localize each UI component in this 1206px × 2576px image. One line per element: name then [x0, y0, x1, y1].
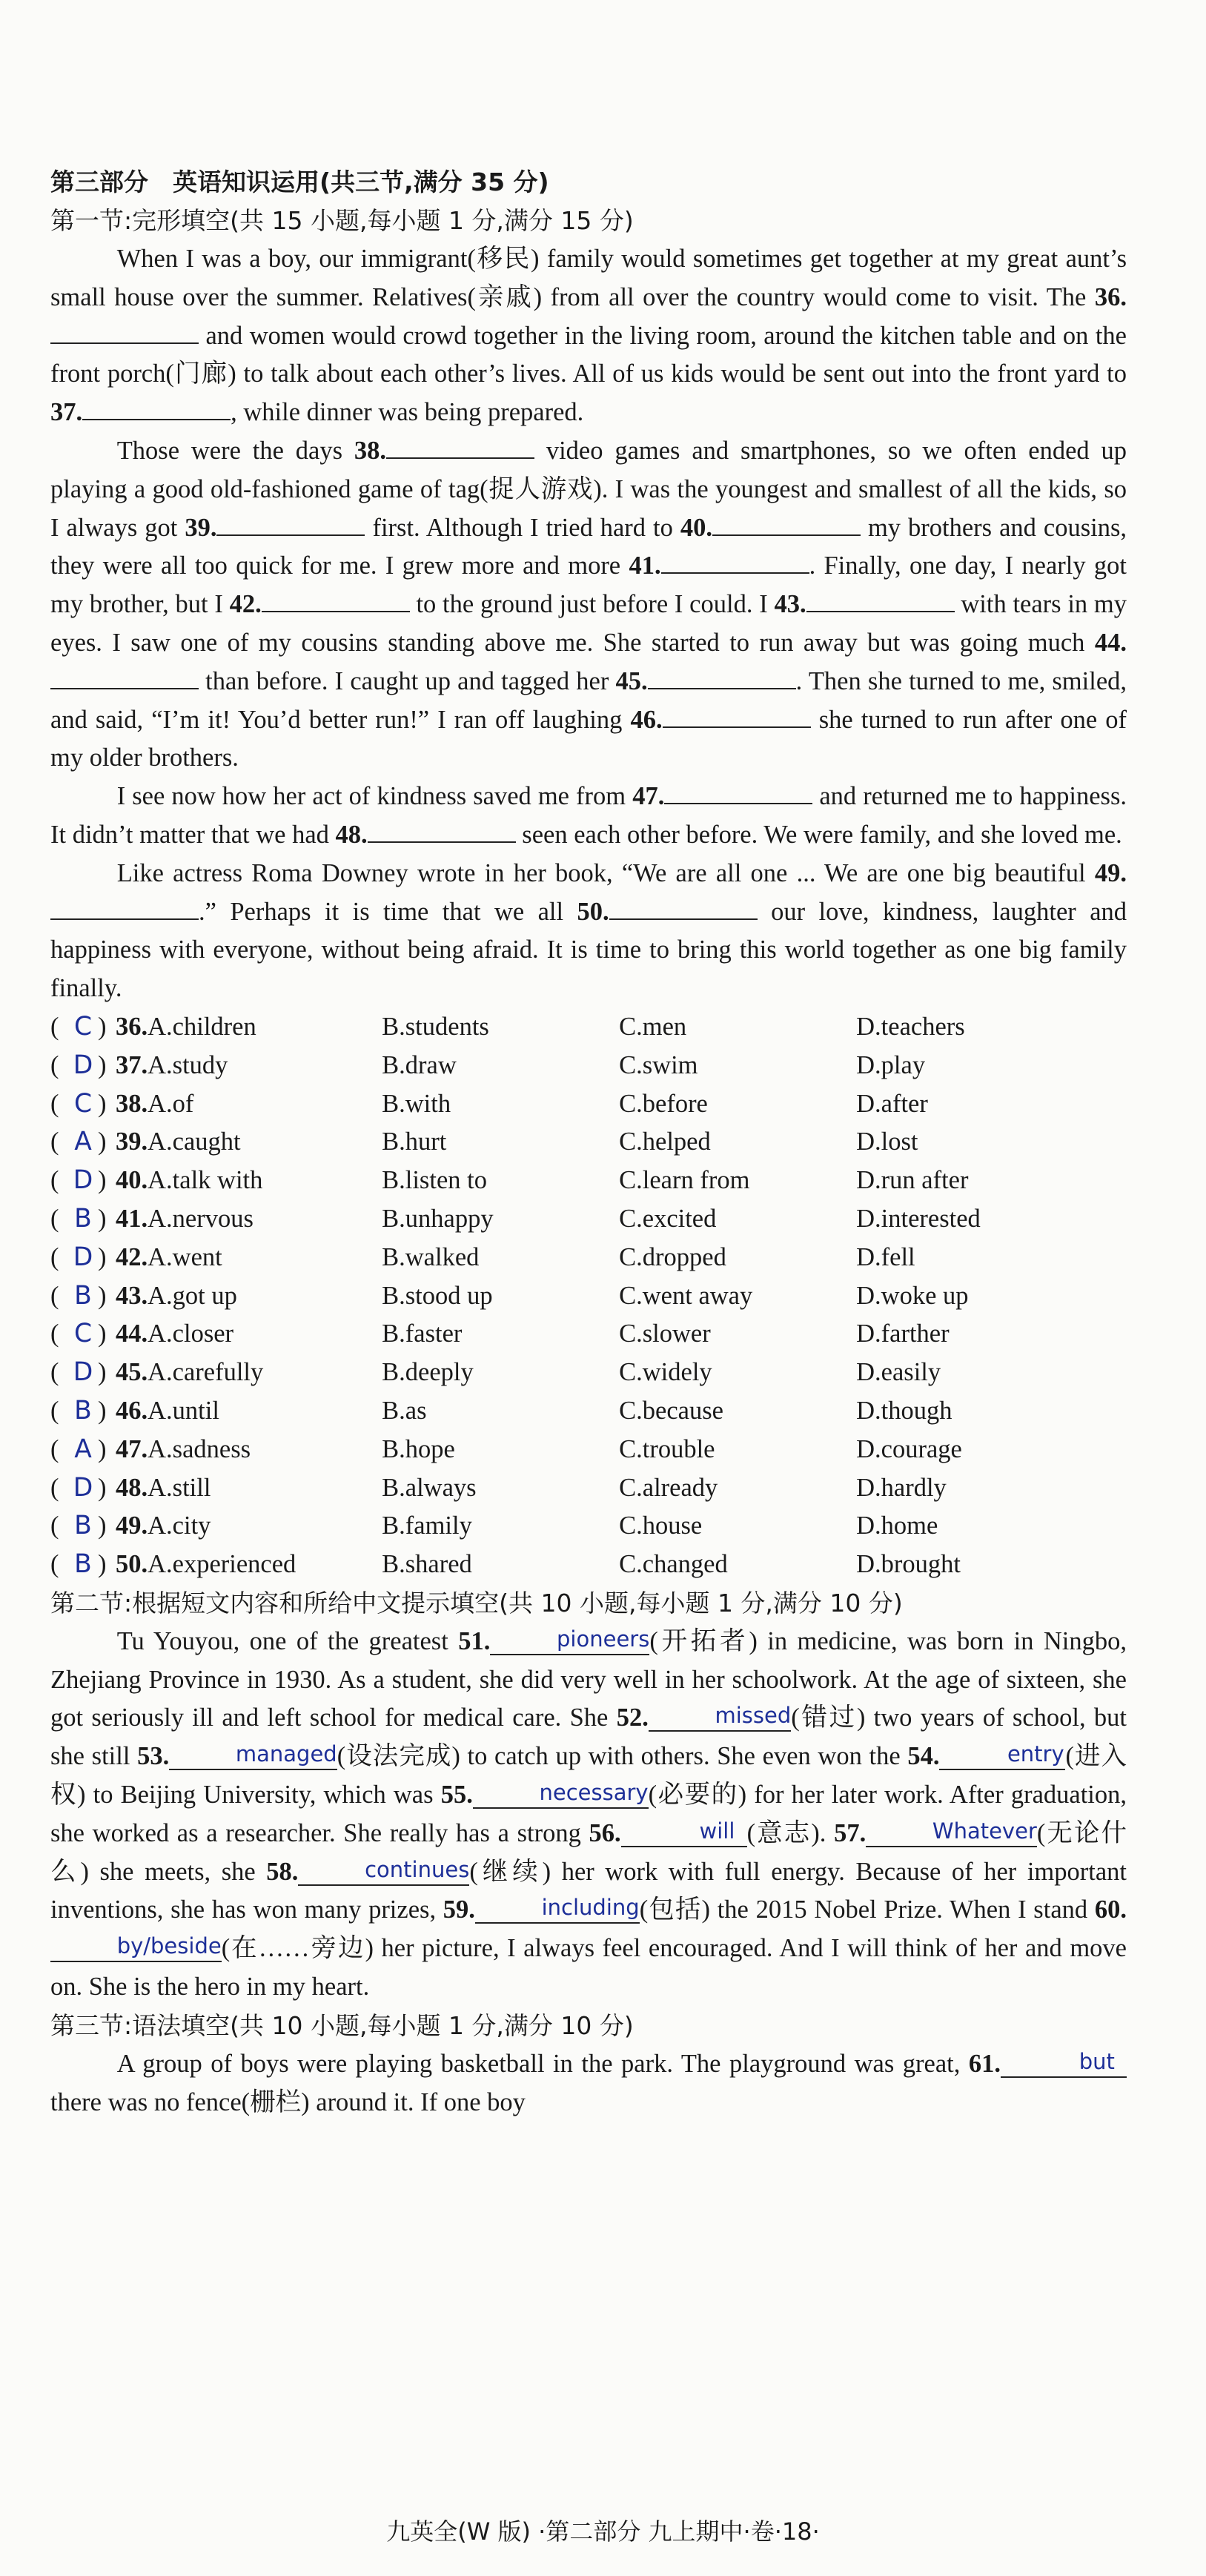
- mc-answer[interactable]: D: [73, 1050, 93, 1080]
- blank-number: 57.: [834, 1818, 867, 1847]
- mc-option: B.always: [382, 1473, 477, 1502]
- mc-number: 45.: [116, 1358, 148, 1387]
- part-title: 第三部分 英语知识运用(共三节,满分 35 分): [50, 168, 549, 196]
- mc-option: B.listen to: [382, 1166, 487, 1195]
- blank-number: 40.: [680, 513, 712, 542]
- paren-close: ): [98, 1512, 107, 1540]
- mc-option: B.stood up: [382, 1281, 493, 1310]
- mc-answer[interactable]: C: [73, 1011, 93, 1042]
- mc-number: 43.: [116, 1281, 148, 1310]
- blank-50[interactable]: [609, 893, 758, 920]
- mc-option: C.excited: [619, 1204, 717, 1233]
- mc-option: C.men: [619, 1012, 687, 1041]
- paragraph: Those were the days 38. video games and smartphones, so we often ended up playing a good old-fashioned game of tag(捉人游戏). I was the youngest and smallest of all the kids, so I always got 39. first. Although I tried hard to 40. my brothers and cousins, they were all too quick for me. I grew more and more 41. . Finally, one day, I nearly got my brother, but I 42. to the ground just before I could. I 43. with tears in my eyes. I saw one of my cousins standing above me. She started to run away but was going much 44. than before. I caught up and tagged her 45. . Then she turned to me, smiled, and said, “I’m it! You’d better run!” I ran off laughing 46. she turned to run after one of my older brothers.: [50, 432, 1127, 778]
- mc-option: D.run after: [856, 1166, 969, 1195]
- mc-number: 48.: [116, 1473, 148, 1502]
- mc-answer[interactable]: D: [73, 1165, 93, 1196]
- passage-text: (开拓者) in medicine, was born in Ningbo, Zhejiang Province in 1930. As a student, she did very well in her schoolwork. At the age of sixteen, she got seriously ill and left school for medical care. She: [50, 1626, 1127, 1732]
- paren-close: ): [98, 1550, 107, 1579]
- mc-question-row: [50, 1431, 1127, 1469]
- filled-answer[interactable]: continues: [298, 1855, 469, 1886]
- paren-open: (: [50, 1550, 59, 1579]
- blank-number: 41.: [629, 552, 661, 580]
- paren-close: ): [98, 1204, 107, 1233]
- mc-option: D.teachers: [856, 1012, 965, 1041]
- filled-answer[interactable]: including: [475, 1893, 640, 1924]
- mc-question-row: [50, 1546, 1127, 1584]
- mc-question-row: [50, 1507, 1127, 1546]
- blank-number: 61.: [968, 2049, 1001, 2078]
- blank-number: 60.: [1094, 1895, 1127, 1924]
- mc-option: A.carefully: [148, 1358, 264, 1387]
- filled-answer[interactable]: Whatever: [866, 1816, 1037, 1847]
- mc-option: B.walked: [382, 1242, 480, 1271]
- blank-49[interactable]: [50, 893, 199, 920]
- paren-close: ): [98, 1242, 107, 1271]
- passage-text: (进入权) to Beijing University, which was: [50, 1742, 1127, 1810]
- filled-answer[interactable]: by/beside: [50, 1931, 222, 1962]
- blank-39[interactable]: [216, 509, 365, 536]
- paren-close: ): [98, 1473, 107, 1502]
- mc-option: C.changed: [619, 1550, 728, 1579]
- filled-answer[interactable]: entry: [939, 1739, 1065, 1770]
- paren-close: ): [98, 1281, 107, 1310]
- paren-open: (: [50, 1473, 59, 1502]
- filled-answer[interactable]: pioneers: [490, 1624, 649, 1655]
- paren-open: (: [50, 1358, 59, 1387]
- mc-option: B.as: [382, 1396, 427, 1425]
- mc-question-row: [50, 1469, 1127, 1508]
- mc-option: B.draw: [382, 1050, 457, 1079]
- filled-answer[interactable]: necessary: [473, 1778, 649, 1809]
- mc-question-row: [50, 1047, 1127, 1085]
- mc-option: B.deeply: [382, 1358, 474, 1387]
- content: [50, 163, 1127, 2122]
- blank-number: 49.: [1094, 858, 1127, 887]
- blank-number: 47.: [632, 782, 665, 811]
- mc-option: B.hope: [382, 1434, 455, 1463]
- mc-question-row: [50, 1008, 1127, 1047]
- mc-number: 37.: [116, 1050, 148, 1079]
- paren-open: (: [50, 1012, 59, 1041]
- filled-answer[interactable]: managed: [169, 1739, 337, 1770]
- mc-option: A.sadness: [148, 1434, 251, 1463]
- passage-text: (设法完成) to catch up with others. She even won the: [337, 1742, 908, 1771]
- mc-option: B.family: [382, 1512, 472, 1540]
- mc-option: C.widely: [619, 1358, 712, 1387]
- mc-option: A.closer: [148, 1320, 234, 1348]
- mc-question-row: [50, 1277, 1127, 1316]
- mc-option: A.children: [148, 1012, 256, 1041]
- mc-number: 46.: [116, 1396, 148, 1425]
- mc-number: 40.: [116, 1166, 148, 1195]
- paren-close: ): [98, 1089, 107, 1118]
- mc-number: 36.: [116, 1012, 148, 1041]
- mc-option: D.play: [856, 1050, 926, 1079]
- mc-answer[interactable]: B: [74, 1395, 92, 1426]
- mc-option: C.dropped: [619, 1242, 726, 1271]
- mc-option: C.slower: [619, 1320, 711, 1348]
- blank-number: 54.: [907, 1742, 940, 1771]
- mc-number: 39.: [116, 1128, 148, 1156]
- mc-option: D.brought: [856, 1550, 961, 1579]
- blank-number: 44.: [1094, 628, 1127, 657]
- mc-question-row: [50, 1392, 1127, 1431]
- section3-passage: A group of boys were playing basketball in the park. The playground was great, 61. but there was no fence(栅栏) around it. If one boy: [50, 2045, 1127, 2122]
- filled-answer[interactable]: missed: [649, 1701, 791, 1732]
- mc-answer[interactable]: D: [73, 1357, 93, 1388]
- blank-number: 43.: [774, 590, 806, 619]
- mc-option: A.talk with: [148, 1166, 263, 1195]
- mc-answer[interactable]: B: [74, 1203, 92, 1234]
- paragraph: When I was a boy, our immigrant(移民) family would sometimes get together at my great aunt’s small house over the summer. Relatives(亲戚) from all over the country would come to visit. The 36. and women would crowd together in the living room, around the kitchen table and on the front porch(门廊) to talk about each other’s lives. All of us kids would be sent out into the front yard to 37. , while dinner was being prepared.: [50, 245, 1127, 427]
- mc-option: D.woke up: [856, 1281, 969, 1310]
- mc-answer[interactable]: C: [73, 1319, 93, 1349]
- blank-number: 36.: [1094, 282, 1127, 311]
- blank-number: 50.: [577, 897, 609, 926]
- mc-number: 38.: [116, 1089, 148, 1118]
- paren-close: ): [98, 1434, 107, 1463]
- mc-question-row: [50, 1123, 1127, 1162]
- blank-37[interactable]: [82, 394, 231, 420]
- passage-text: (无论什么) she meets, she: [50, 1818, 1127, 1886]
- paren-open: (: [50, 1512, 59, 1540]
- mc-option: C.trouble: [619, 1434, 715, 1463]
- blank-43[interactable]: [806, 586, 955, 612]
- mc-option: D.interested: [856, 1204, 981, 1233]
- mc-option: B.faster: [382, 1320, 463, 1348]
- mc-option: A.study: [148, 1050, 228, 1079]
- blank-40[interactable]: [712, 509, 861, 536]
- mc-option: C.learn from: [619, 1166, 750, 1195]
- mc-option: C.because: [619, 1396, 723, 1425]
- paren-close: ): [98, 1050, 107, 1079]
- passage-text: (继续) her work with full energy. Because of her important inventions, she has won many prizes,: [50, 1857, 1127, 1924]
- blank-46[interactable]: [663, 701, 811, 728]
- mc-answer[interactable]: B: [74, 1549, 92, 1580]
- mc-option: A.city: [148, 1512, 211, 1540]
- passage-text: (包括) the 2015 Nobel Prize. When I stand: [639, 1895, 1095, 1924]
- mc-answer[interactable]: B: [74, 1280, 92, 1311]
- mc-option: A.got up: [148, 1281, 237, 1310]
- blank-41[interactable]: [661, 547, 809, 574]
- mc-option: A.experienced: [148, 1550, 296, 1579]
- mc-option: A.caught: [148, 1128, 241, 1156]
- mc-option: A.went: [148, 1242, 222, 1271]
- mc-number: 49.: [116, 1512, 148, 1540]
- passage-text: (意志).: [746, 1818, 835, 1847]
- mc-answer[interactable]: C: [73, 1088, 93, 1119]
- passage-text: (必要的) for her later work. After graduation, she worked as a researcher. She really has a strong: [50, 1781, 1127, 1847]
- mc-option: D.lost: [856, 1128, 918, 1156]
- mc-answer[interactable]: D: [73, 1242, 93, 1272]
- mc-number: 50.: [116, 1550, 148, 1579]
- mc-option: B.hurt: [382, 1128, 447, 1156]
- blank-number: 53.: [137, 1742, 170, 1771]
- blank-number: 56.: [589, 1818, 621, 1847]
- paragraph: Like actress Roma Downey wrote in her book, “We are all one ... We are one big beautiful 49..” Perhaps it is time that we all 50. our love, kindness, laughter and happiness with everyone, without being afraid. It is time to bring this world together as one big family finally.: [50, 858, 1127, 1003]
- paren-open: (: [50, 1281, 59, 1310]
- page-footer: 九英全(W 版) ·第二部分 九上期中·卷·18·: [386, 2517, 820, 2546]
- mc-option: D.courage: [856, 1434, 962, 1463]
- paren-open: (: [50, 1396, 59, 1425]
- blank-number: 58.: [266, 1857, 299, 1886]
- blank-48[interactable]: [368, 816, 516, 843]
- mc-option: D.though: [856, 1396, 952, 1425]
- passage-text: (在……旁边) her picture, I always feel encouraged. And I will think of her and move on. She is the hero in my heart.: [50, 1934, 1127, 2001]
- blank-44[interactable]: [50, 663, 199, 689]
- mc-question-row: [50, 1354, 1127, 1392]
- mc-answer[interactable]: A: [74, 1127, 92, 1157]
- mc-question-row: [50, 1239, 1127, 1277]
- passage-text: (错过) two years of school, but she still: [50, 1703, 1127, 1771]
- paren-close: ): [98, 1128, 107, 1156]
- mc-number: 47.: [116, 1434, 148, 1463]
- blank-number: 38.: [354, 436, 386, 465]
- mc-option: A.of: [148, 1089, 194, 1118]
- mc-answer[interactable]: D: [73, 1472, 93, 1503]
- paren-open: (: [50, 1089, 59, 1118]
- blank-38[interactable]: [386, 432, 534, 459]
- mc-option: D.farther: [856, 1320, 950, 1348]
- paren-open: (: [50, 1050, 59, 1079]
- blank-number: 45.: [615, 666, 648, 695]
- mc-number: 42.: [116, 1242, 148, 1271]
- mc-question-row: [50, 1315, 1127, 1354]
- mc-option: C.swim: [619, 1050, 698, 1079]
- paragraph: I see now how her act of kindness saved me from 47. and returned me to happiness. It didn’t matter that we had 48. seen each other before. We were family, and she loved me.: [50, 778, 1127, 855]
- mc-option: C.before: [619, 1089, 708, 1118]
- paren-open: (: [50, 1434, 59, 1463]
- blank-36[interactable]: [50, 317, 199, 344]
- paren-open: (: [50, 1128, 59, 1156]
- paren-open: (: [50, 1242, 59, 1271]
- filled-answer[interactable]: will: [621, 1816, 747, 1847]
- mc-option: C.already: [619, 1473, 718, 1502]
- section1-heading: 第一节:完形填空(共 15 小题,每小题 1 分,满分 15 分): [50, 206, 634, 235]
- mc-option: A.nervous: [148, 1204, 254, 1233]
- paren-open: (: [50, 1204, 59, 1233]
- blank-number: 55.: [440, 1781, 473, 1810]
- mc-number: 41.: [116, 1204, 148, 1233]
- paren-open: (: [50, 1166, 59, 1195]
- mc-number: 44.: [116, 1320, 148, 1348]
- mc-option: A.until: [148, 1396, 219, 1425]
- paren-open: (: [50, 1320, 59, 1348]
- mc-option: A.still: [148, 1473, 211, 1502]
- mc-option: B.shared: [382, 1550, 472, 1579]
- mc-option: B.unhappy: [382, 1204, 494, 1233]
- paren-close: ): [98, 1358, 107, 1387]
- multiple-choice-list: [50, 1008, 1127, 1584]
- cloze-passage: [50, 240, 1127, 1008]
- mc-option: C.helped: [619, 1128, 711, 1156]
- mc-option: B.students: [382, 1012, 489, 1041]
- paren-close: ): [98, 1166, 107, 1195]
- mc-question-row: [50, 1162, 1127, 1200]
- mc-option: D.fell: [856, 1242, 915, 1271]
- passage-text: Tu Youyou, one of the greatest: [116, 1626, 459, 1655]
- blank-number: 46.: [630, 705, 663, 734]
- mc-option: D.after: [856, 1089, 928, 1118]
- mc-answer[interactable]: A: [74, 1434, 92, 1464]
- mc-option: C.went away: [619, 1281, 753, 1310]
- mc-option: D.hardly: [856, 1473, 947, 1502]
- blank-47[interactable]: [664, 778, 812, 804]
- mc-option: B.with: [382, 1089, 451, 1118]
- mc-answer[interactable]: B: [74, 1511, 92, 1541]
- blank-45[interactable]: [648, 663, 796, 689]
- blank-number: 51.: [458, 1626, 491, 1655]
- blank-number: 42.: [229, 590, 262, 619]
- blank-number: 37.: [50, 398, 83, 427]
- paren-close: ): [98, 1012, 107, 1041]
- blank-number: 48.: [335, 820, 368, 849]
- mc-question-row: [50, 1200, 1127, 1239]
- blank-number: 59.: [443, 1895, 475, 1924]
- mc-option: D.home: [856, 1512, 938, 1540]
- blank-number: 52.: [616, 1703, 649, 1732]
- answer-61[interactable]: but: [1001, 2047, 1127, 2078]
- mc-option: C.house: [619, 1512, 703, 1540]
- section2-passage: [50, 1623, 1127, 2007]
- section2-heading: 第二节:根据短文内容和所给中文提示填空(共 10 小题,每小题 1 分,满分 10 分): [50, 1588, 903, 1618]
- blank-42[interactable]: [262, 586, 410, 612]
- blank-number: 39.: [185, 513, 217, 542]
- paren-close: ): [98, 1396, 107, 1425]
- mc-option: D.easily: [856, 1358, 941, 1387]
- mc-question-row: [50, 1085, 1127, 1124]
- section3-heading: 第三节:语法填空(共 10 小题,每小题 1 分,满分 10 分): [50, 2010, 634, 2040]
- paren-close: ): [98, 1320, 107, 1348]
